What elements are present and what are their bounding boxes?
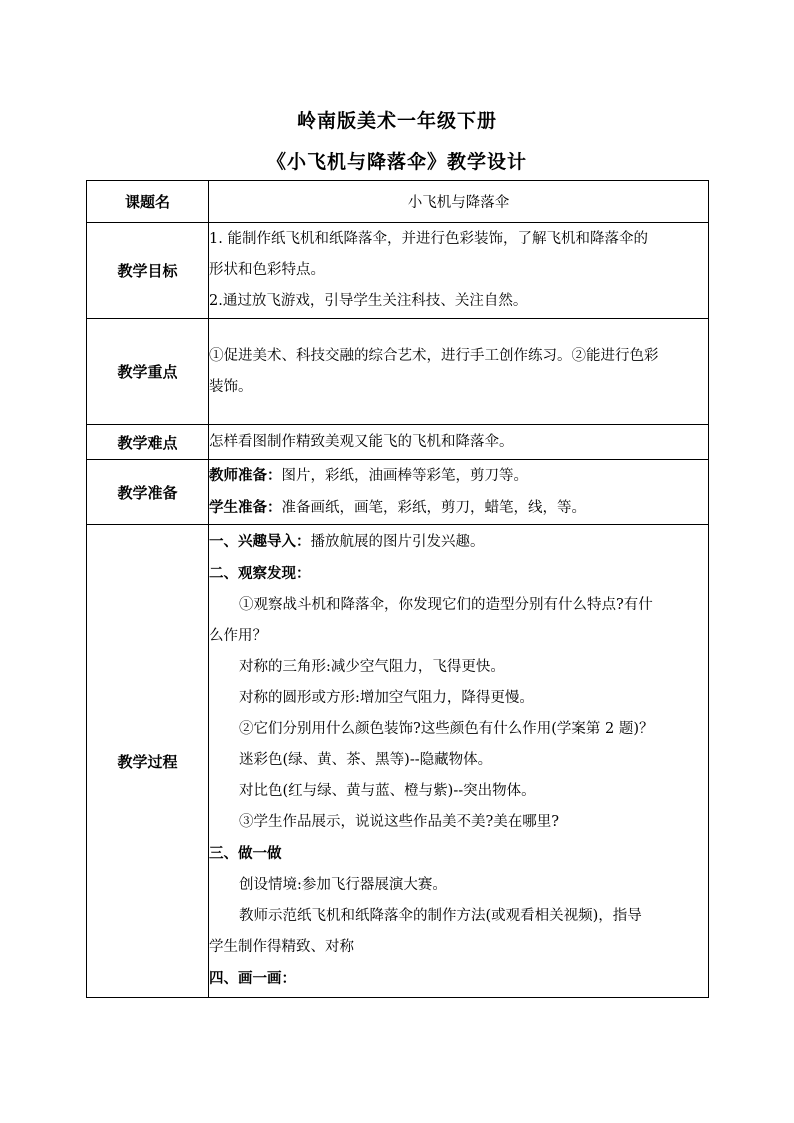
value-process [209, 525, 709, 998]
value-key-points [209, 319, 709, 425]
label-topic: 课题名 [87, 181, 209, 223]
label-difficulty: 教学难点 [87, 425, 209, 460]
process-line: 对比色(红与绿、黄与蓝、橙与紫)--突出物体。 [239, 783, 536, 799]
process-line: ②它们分别用什么颜色装饰?这些颜色有什么作用(学案第 2 题)？ [239, 721, 654, 737]
process-line: 对称的三角形:减少空气阻力，飞得更快。 [239, 659, 505, 675]
student-preparation [209, 492, 708, 524]
teacher-preparation [209, 460, 708, 492]
process-heading [209, 963, 708, 995]
row-difficulty [87, 425, 709, 460]
process-text: 播放航展的图片引发兴趣。 [310, 534, 485, 550]
label-key-points: 教学重点 [87, 319, 209, 425]
key-points-line: ①促进美术、科技交融的综合艺术，进行手工创作练习。②能进行色彩 [209, 347, 659, 364]
label-goals: 教学目标 [87, 223, 209, 319]
key-points-line: 装饰。 [209, 378, 253, 395]
document-title: 岭南版美术一年级下册 [296, 110, 497, 132]
process-line: 么作用？ [209, 628, 267, 644]
teacher-preparation-text: 图片，彩纸，油画棒等彩笔，剪刀等。 [281, 468, 528, 484]
student-preparation-label: 学生准备： [209, 499, 282, 516]
difficulty-text: 怎样看图制作精致美观又能飞的飞机和降落伞。 [209, 433, 514, 450]
process-heading-text: 二、观察发现： [209, 565, 311, 582]
label-preparation: 教学准备 [87, 460, 209, 525]
process-line: 教师示范纸飞机和纸降落伞的制作方法(或观看相关视频)，指导 [239, 908, 642, 924]
process-line: 迷彩色(绿、黄、茶、黑等)--隐藏物体。 [239, 752, 493, 768]
student-preparation-text: 准备画纸，画笔，彩纸，剪刀，蜡笔，线，等。 [281, 500, 586, 516]
lesson-plan-table [86, 180, 709, 998]
teacher-preparation-label: 教师准备： [209, 467, 282, 484]
goals-line: 1. 能制作纸飞机和纸降落伞，并进行色彩装饰，了解飞机和降落伞的 [209, 231, 648, 247]
row-key-points [87, 319, 709, 425]
process-section-1 [209, 526, 708, 558]
value-difficulty [209, 425, 709, 460]
process-heading [209, 838, 708, 870]
goals-line: 2.通过放飞游戏，引导学生关注科技、关注自然。 [209, 293, 528, 309]
goals-line: 形状和色彩特点。 [209, 262, 325, 278]
process-line: 学生制作得精致、对称 [209, 939, 354, 955]
process-line: ①观察战斗机和降落伞，你发现它们的造型分别有什么特点?有什 [239, 597, 653, 613]
process-line: ③学生作品展示，说说这些作品美不美?美在哪里? [239, 814, 560, 830]
row-goals [87, 223, 709, 319]
process-line: 创设情境:参加飞行器展演大赛。 [239, 877, 447, 893]
process-heading-text: 四、画一画： [209, 970, 296, 987]
row-process [87, 525, 709, 998]
process-heading [209, 558, 708, 590]
process-heading: 一、兴趣导入： [209, 533, 311, 550]
row-preparation [87, 460, 709, 525]
process-line: 对称的圆形或方形:增加空气阻力，降得更慢。 [239, 690, 534, 706]
value-preparation [209, 460, 709, 525]
row-topic [87, 181, 709, 223]
process-heading-text: 三、做一做 [209, 845, 282, 862]
label-process: 教学过程 [87, 525, 209, 998]
document-subtitle: 《小飞机与降落伞》教学设计 [266, 151, 527, 173]
value-topic: 小飞机与降落伞 [209, 181, 709, 223]
value-goals [209, 223, 709, 319]
